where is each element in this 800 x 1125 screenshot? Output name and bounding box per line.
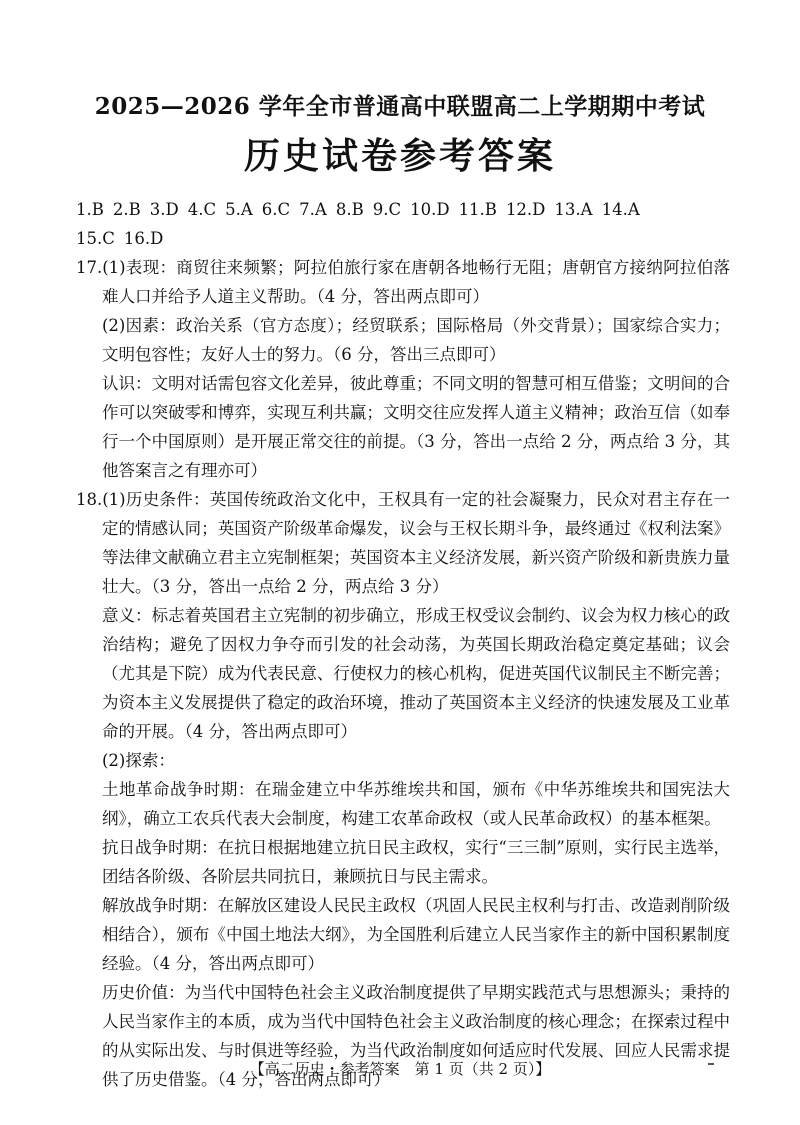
q18-liberation: 解放战争时期：在解放区建设人民民主政权（巩固人民民主权利与打击、改造剥削阶级相结合），颁布《中国土地法大纲》，为全国胜利后建立人民当家作主的新中国积累制度经验。（4 分，答出两点即可） — [102, 896, 730, 973]
mc-answer: 4.C — [187, 200, 217, 219]
subject-title: 历史试卷参考答案 — [243, 135, 556, 177]
q18-part2-label: (2)探索： — [102, 751, 175, 770]
q17-part2: (2)因素：政治关系（官方态度）；经贸联系；国际格局（外交背景）；国家综合实力；文明包容性；友好人士的努力。（6 分，答出三点即可） — [102, 316, 730, 364]
mc-answer: 16.D — [123, 229, 164, 248]
exam-title: 2025—2026 学年全市普通高中联盟高二上学期期中考试 — [94, 93, 706, 120]
mc-answer: 14.A — [601, 200, 640, 219]
page-footer: 【高二历史・参考答案 第 1 页（共 2 页）】 — [249, 1060, 551, 1078]
mc-answer: 9.C — [372, 200, 402, 219]
q18-value: 历史价值：为当代中国特色社会主义政治制度提供了早期实践范式与思想源头；秉持的人民当家作主的本质，成为当代中国特色社会主义政治制度的核心理念；在探索过程中的从实际出发、与时俱进等经验，为当代政治制度如何适应时代发展、回应人民需求提供了历史借鉴。（4 分，答出两点即可） — [102, 983, 730, 1089]
mc-answer: 12.D — [505, 200, 546, 219]
mc-answer: 5.A — [225, 200, 253, 219]
q17-view: 认识：文明对话需包容文化差异，彼此尊重；不同文明的智慧可相互借鉴；文明间的合作可以突破零和博弈，实现互利共赢；文明交往应发挥人道主义精神；政治互信（如奉行一个中国原则）是开展正常交往的前提。（3 分，答出一点给 2 分，两点给 3 分，其他答案言之有理亦可） — [102, 374, 730, 480]
answer-body — [76, 195, 730, 1094]
mc-answer: 10.D — [410, 200, 450, 219]
q18-meaning: 意义：标志着英国君主立宪制的初步确立，形成王权受议会制约、议会为权力核心的政治结构；避免了因权力争夺而引发的社会动荡，为英国长期政治稳定奠定基础；议会（尤其是下院）成为代表民意、行使权力的核心机构，促进英国代议制民主不断完善；为资本主义发展提供了稳定的政治环境，推动了英国资本主义经济的快速发展及工业革命的开展。（4 分，答出两点即可） — [102, 606, 730, 741]
mc-answer: 7.A — [299, 200, 327, 219]
mc-answer: 2.B — [112, 200, 141, 219]
q18-part1: 18.(1)历史条件：英国传统政治文化中，王权具有一定的社会凝聚力，民众对君主存在一定的情感认同；英国资产阶级革命爆发，议会与王权长期斗争，最终通过《权利法案》等法律文献确立君主立宪制框架；英国资本主义经济发展，新兴资产阶级和新贵族力量壮大。（3 分，答出一点给 2 分，两点给 3 分） — [76, 490, 730, 596]
q18-anti-japanese: 抗日战争时期：在抗日根据地建立抗日民主政权，实行“三三制”原则，实行民主选举，团结各阶级、各阶层共同抗日，兼顾抗日与民主需求。 — [102, 838, 730, 886]
mc-answer: 1.B — [76, 200, 104, 219]
mc-answer: 6.C — [261, 200, 291, 219]
mc-answer: 13.A — [554, 200, 593, 219]
mc-answer: 8.B — [335, 200, 364, 219]
mc-answer: 3.D — [149, 200, 179, 219]
multiple-choice-row-2 — [76, 224, 730, 253]
multiple-choice-row-1 — [76, 195, 730, 224]
scan-mark — [708, 1063, 714, 1065]
mc-answer: 11.B — [458, 200, 497, 219]
q17-part1: 17.(1)表现：商贸往来频繁；阿拉伯旅行家在唐朝各地畅行无阻；唐朝官方接纳阿拉伯落难人口并给予人道主义帮助。（4 分，答出两点即可） — [76, 258, 730, 306]
mc-answer: 15.C — [76, 229, 115, 248]
q18-land-revolution: 土地革命战争时期：在瑞金建立中华苏维埃共和国，颁布《中华苏维埃共和国宪法大纲》，确立工农兵代表大会制度，构建工农革命政权（或人民革命政权）的基本框架。 — [102, 780, 730, 828]
